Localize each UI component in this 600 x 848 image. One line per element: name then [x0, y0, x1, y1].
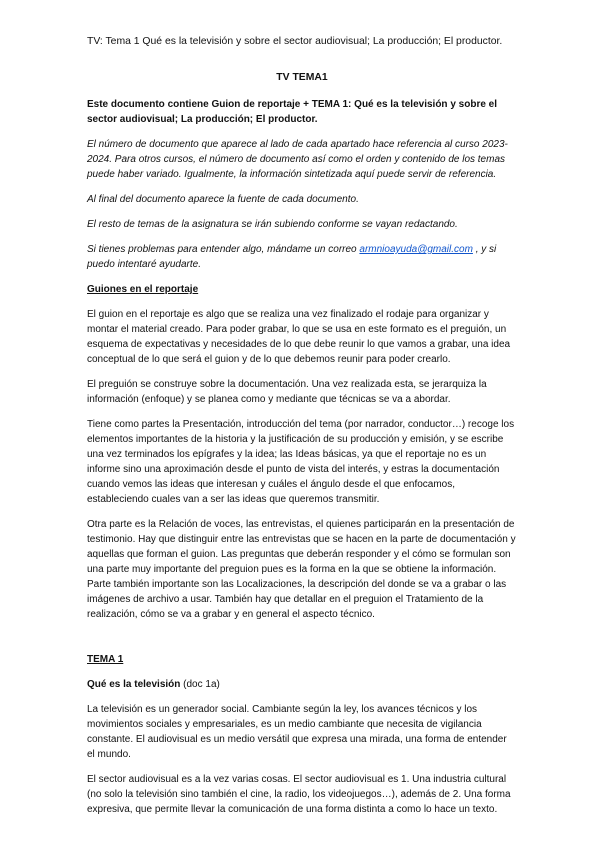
- subheading-text: Qué es la televisión: [87, 679, 181, 690]
- section-spacer: [87, 632, 517, 652]
- section-heading-tema1: TEMA 1: [87, 654, 124, 665]
- note-upcoming-topics: El resto de temas de la asignatura se irán subiendo conforme se vayan redactando.: [87, 219, 458, 230]
- section-heading-guiones: Guiones en el reportaje: [87, 284, 199, 295]
- contact-email-link[interactable]: armnioayuda@gmail.com: [359, 244, 473, 255]
- intro-summary: Este documento contiene Guion de reportaje + TEMA 1: Qué es la televisión y sobre el sector audiovisual; La producción; El productor.: [87, 99, 498, 125]
- guiones-paragraph-4: Otra parte es la Relación de voces, las entrevistas, el quienes participarán en la presentación de testimonio. Hay que distinguir entre las entrevistas que se hacen en la parte de documentación y aquellas que forman el guion. Las preguntas que deberán responder y el cómo se formulan son una parte muy importante del preguion pues es la forma en la que se obtiene la información. Parte también importante son las Localizaciones, la descripción del donde se va a grabar o las imágenes de archivo a usar. También hay que detallar en el preguion el Tratamiento de la realización, cómo se va a grabar y en general el aspecto técnico.: [87, 519, 516, 620]
- tema1-paragraph-1: La televisión es un generador social. Cambiante según la ley, los avances técnicos y los movimientos sociales y empresariales, es un medio cambiante que necesita de vigilancia constante. El audiovisual es un medio versátil que expresa una mirada, una forma de entender el mundo.: [87, 704, 507, 760]
- guiones-paragraph-2: El preguión se construye sobre la documentación. Una vez realizada esta, se jerarquiza la información (enfoque) y se planea como y mediante que técnicas se va a abordar.: [87, 379, 487, 405]
- guiones-paragraph-1: El guion en el reportaje es algo que se realiza una vez finalizado el rodaje para organizar y montar el material creado. Para poder grabar, lo que se usa en este formato es el preguión, un esquema de expectativas y necesidades de lo que debe reunir lo que vamos a grabar, una idea conceptual de lo que será el guion y de lo que debemos reunir para poder crearlo.: [87, 309, 511, 365]
- subheading-doc-ref: (doc 1a): [180, 679, 220, 690]
- contact-text-post: , y si puedo intentaré ayudarte.: [87, 244, 497, 270]
- contact-text-pre: Si tienes problemas para entender algo, mándame un correo: [87, 244, 360, 255]
- note-document-number: El número de documento que aparece al lado de cada apartado hace referencia al curso 2023-2024. Para otros cursos, el número de documento así como el orden y contenido de los temas puede haber variado. Igualmente, la información sintetizada aquí puede servir de referencia.: [87, 139, 508, 180]
- note-contact: [87, 242, 517, 272]
- tema1-paragraph-2: El sector audiovisual es a la vez varias cosas. El sector audiovisual es 1. Una industria cultural (no solo la televisión sino también el cine, la radio, los videojuegos…), además de 2. Una forma expresiva, que permite llevar la comunicación de una forma distinta a como lo hace un texto.: [87, 774, 511, 815]
- guiones-paragraph-3: Tiene como partes la Presentación, introducción del tema (por narrador, conductor…) recoge los elementos importantes de la historia y la justificación de su producción y emisión, y se escribe una vez terminados los epígrafes y la idea; las Ideas básicas, ya que el reportaje no es un informe sino una aproximación desde el punto de vista del interés, y estras la documentación cuando vemos las ideas que interesan y cuáles el ángulo desde el que enfocamos, estableciendo cuales van a ser las ideas que queremos transmitir.: [87, 419, 515, 505]
- subheading-que-es-la-television: [87, 677, 517, 692]
- document-body: [87, 70, 517, 827]
- document-title: TV TEMA1: [276, 72, 328, 83]
- page-header: TV: Tema 1 Qué es la televisión y sobre el sector audiovisual; La producción; El productor.: [87, 36, 503, 47]
- note-sources: Al final del documento aparece la fuente de cada documento.: [87, 194, 359, 205]
